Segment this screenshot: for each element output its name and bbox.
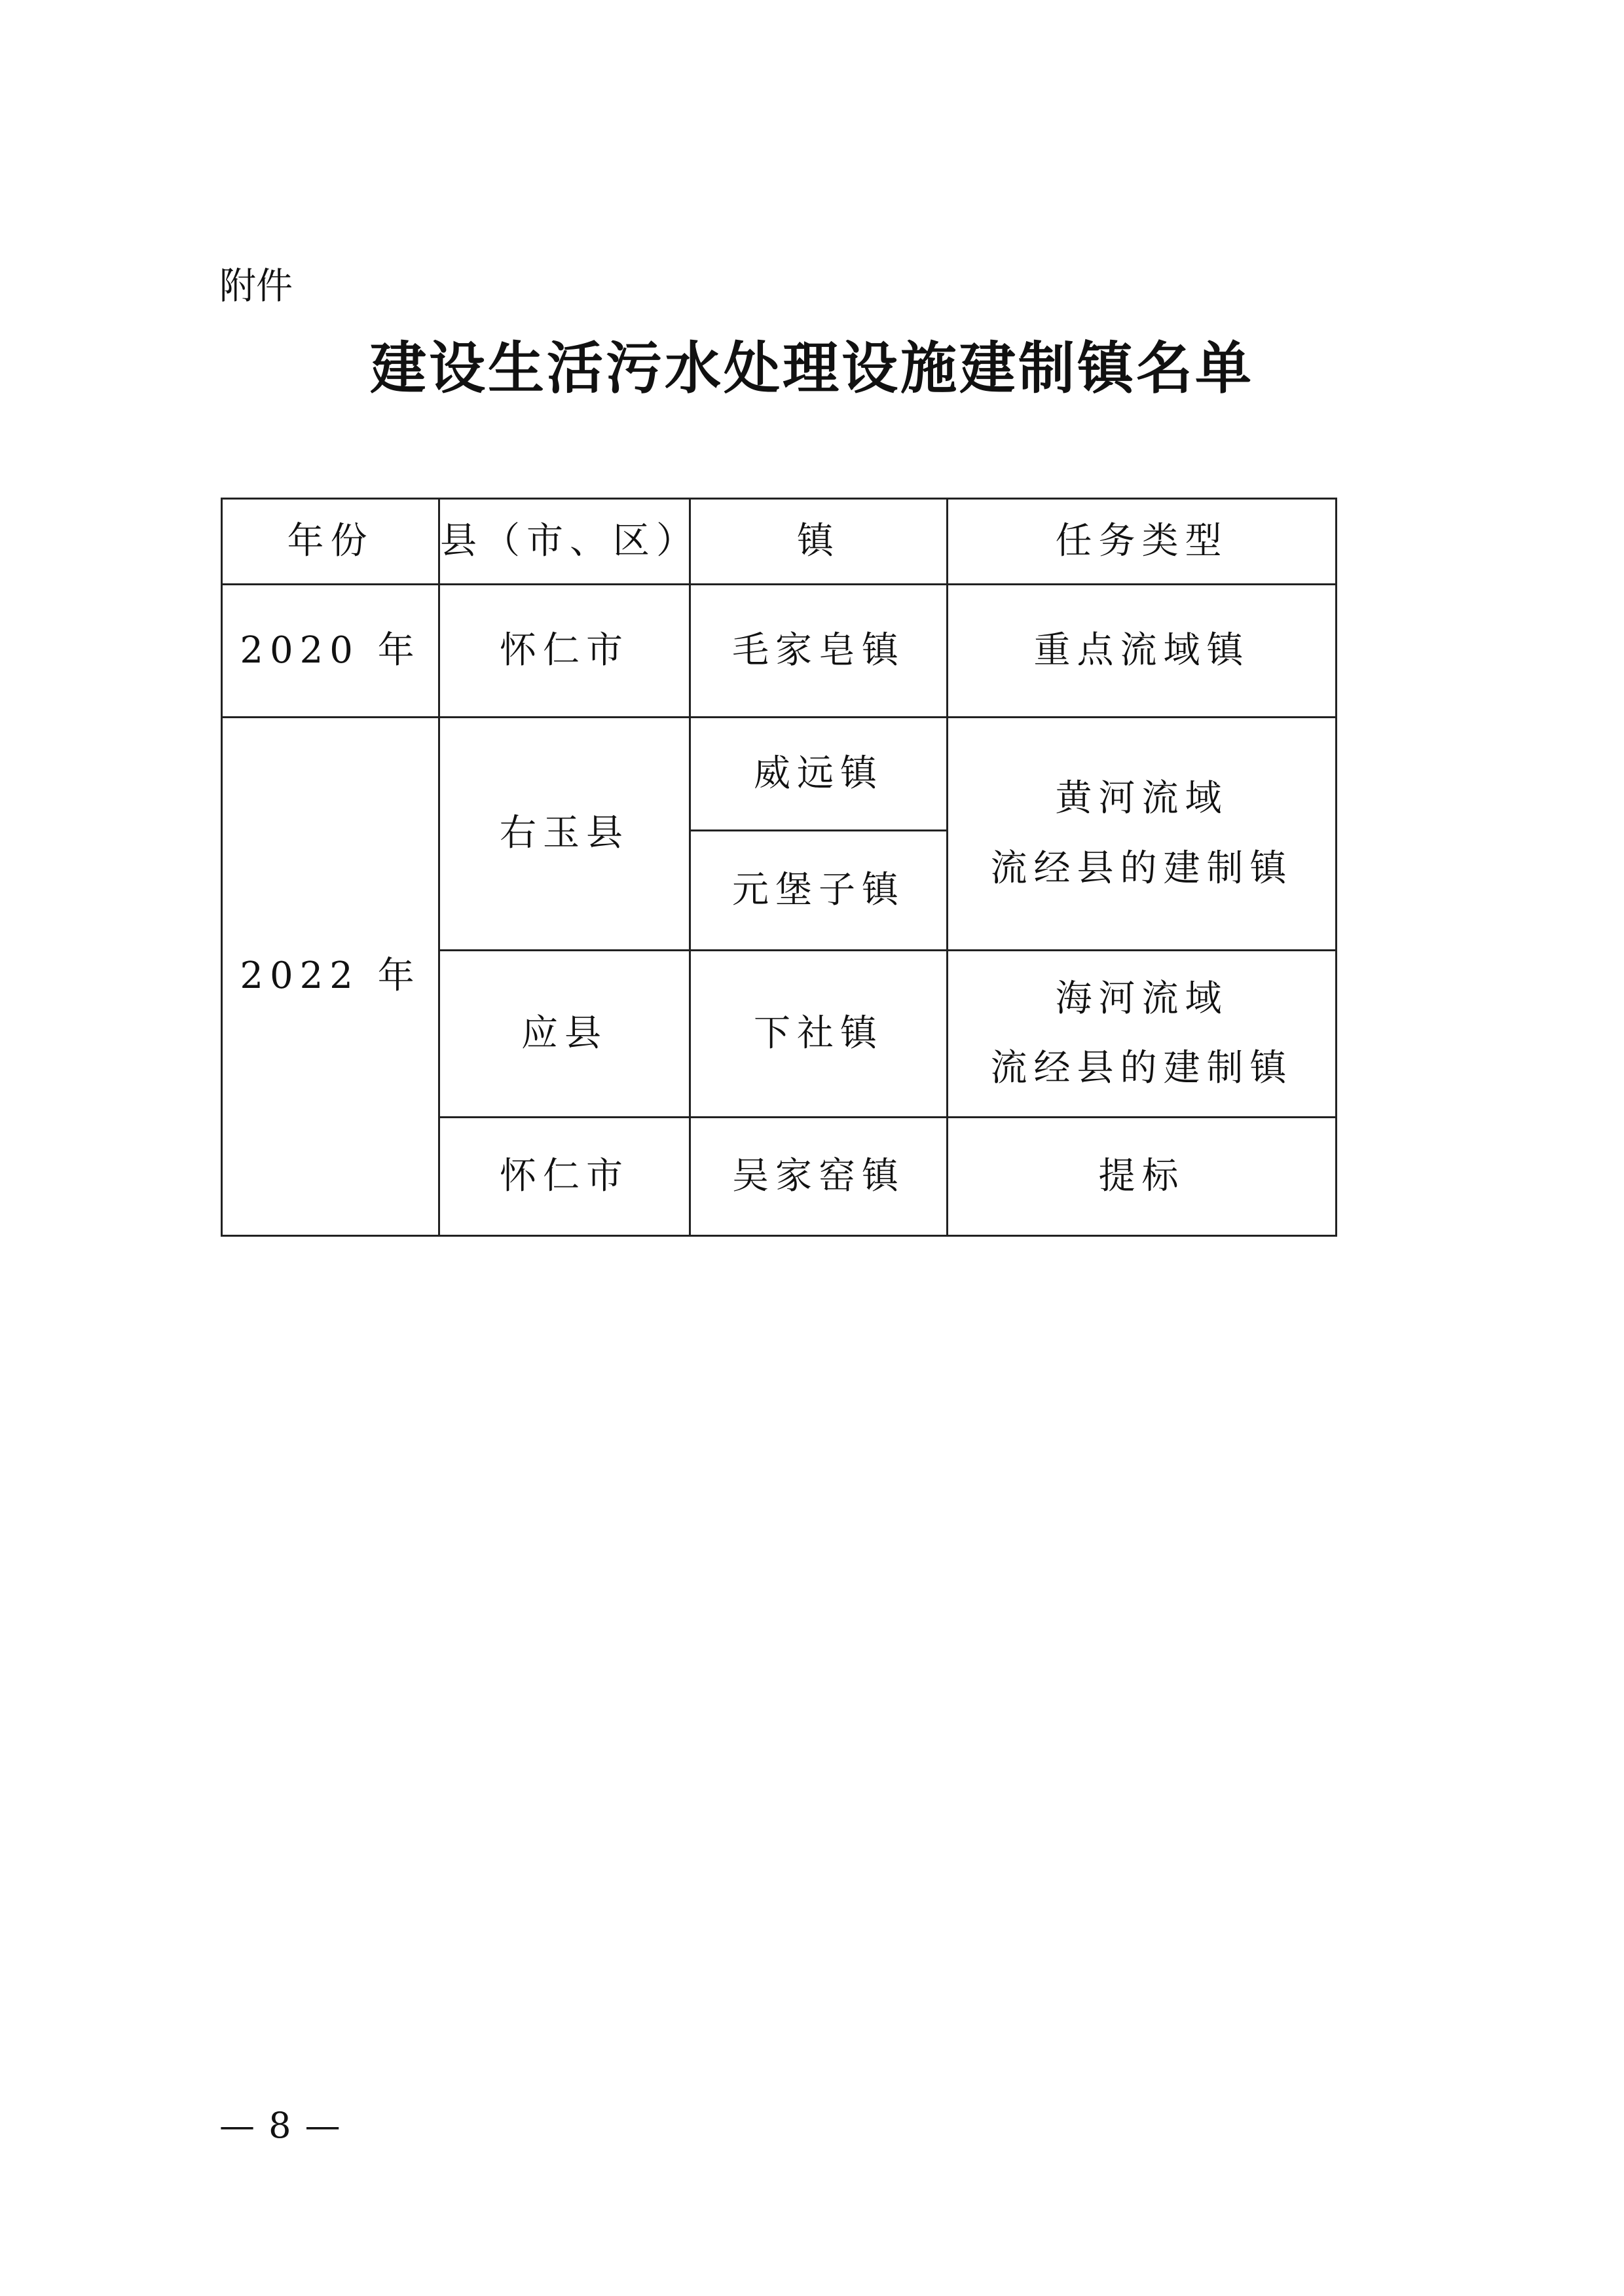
cell-year: 2020 年 [222,585,439,718]
task-type-line: 黄河流域 [1055,777,1228,820]
cell-town: 威远镇 [690,718,948,831]
attachment-label: 附件 [219,265,293,308]
cell-task-type: 提标 [948,1118,1337,1236]
task-type-line: 流经县的建制镇 [990,1047,1293,1089]
cell-county: 应县 [439,951,690,1118]
cell-town: 元堡子镇 [690,831,948,951]
table-row [222,585,1337,718]
cell-county: 怀仁市 [439,1118,690,1236]
document-title: 建设生活污水处理设施建制镇名单 [370,336,1254,401]
cell-task-type: 重点流域镇 [948,585,1337,718]
cell-town: 毛家皂镇 [690,585,948,718]
town-list-table [221,498,1337,1237]
header-county: 县（市、区） [439,499,690,585]
cell-task-type [948,951,1337,1118]
cell-county: 右玉县 [439,718,690,951]
header-year: 年份 [222,499,439,585]
header-town: 镇 [690,499,948,585]
cell-county: 怀仁市 [439,585,690,718]
task-type-line: 流经县的建制镇 [990,847,1293,890]
header-task-type: 任务类型 [948,499,1337,585]
cell-town: 吴家窑镇 [690,1118,948,1236]
cell-year: 2022 年 [222,718,439,1236]
table-header-row [222,499,1337,585]
table-row [222,718,1337,831]
page-number: — 8 — [219,2105,342,2146]
cell-task-type [948,718,1337,951]
cell-town: 下社镇 [690,951,948,1118]
task-type-line: 海河流域 [1055,977,1228,1020]
